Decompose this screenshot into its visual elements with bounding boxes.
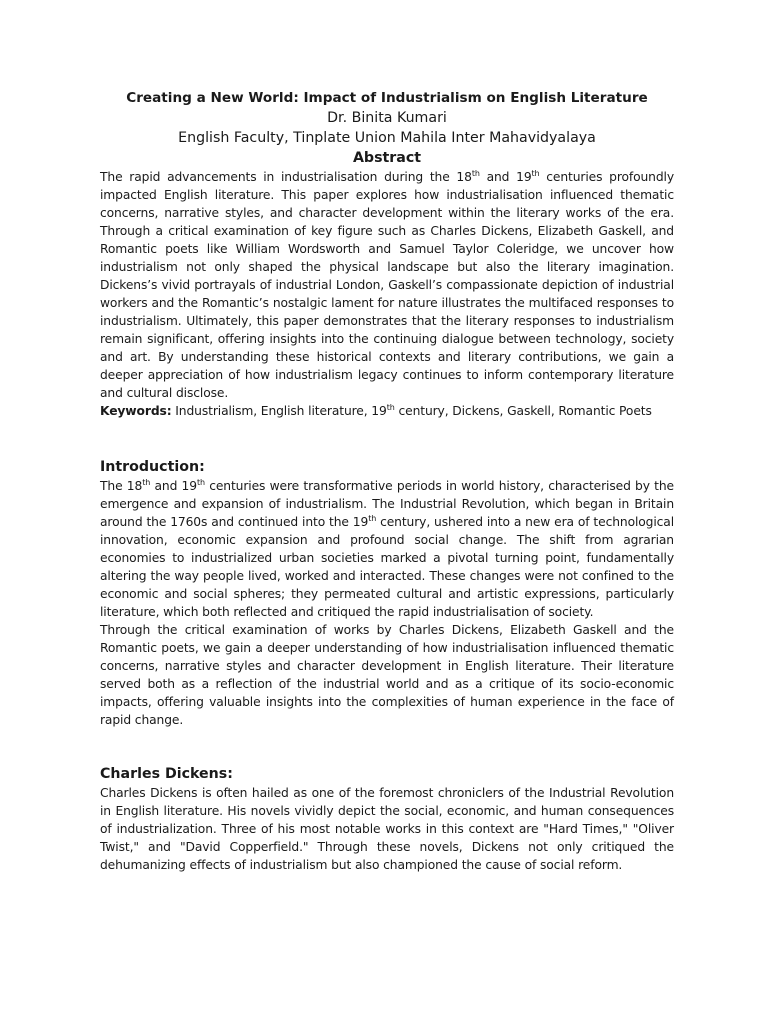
paper-title: Creating a New World: Impact of Industrialism on English Literature [126,90,648,106]
abstract-paragraph: The rapid advancements in industrialisation during the 18th and 19th centuries profoundly impacted English literature. This paper explores how industrialisation influenced thematic concerns, narrative styles, and character development within the literary works of the era. Through a critical examination of key figure such as Charles Dickens, Elizabeth Gaskell, and Romantic poets like William Wordsworth and Samuel Taylor Coleridge, we uncover how industrialism not only shaped the physical landscape but also the literary imagination. Dickens’s vivid portrayals of industrial London, Gaskell’s compassionate depiction of industrial workers and the Romantic’s nostalgic lament for nature illustrates the multifaced responses to industrialism. Ultimately, this paper demonstrates that the literary responses to industrialism remain significant, offering insights into the continuing dialogue between technology, society and art. By understanding these historical contexts and literary contributions, we gain a deeper appreciation of how industrialism legacy continues to inform contemporary literature and cultural disclose. [100,169,674,400]
abstract-heading: Abstract [352,150,422,166]
introduction-paragraph-1: The 18th and 19th centuries were transformative periods in world history, characterised by the emergence and expansion of industrialism. The Industrial Revolution, which began in Britain around the 1760s and continued into the 19th century, ushered into a new era of technological innovation, economic expansion and profound social change. The shift from agrarian economies to industrialized urban societies marked a pivotal turning point, fundamentally altering the way people lived, worked and interacted. These changes were not confined to the economic and social spheres; they permeated cultural and artistic expressions, particularly literature, which both reflected and critiqued the rapid industrialisation of society. [100,478,675,619]
author-name: Dr. Binita Kumari [327,110,447,126]
introduction-paragraph-2: Through the critical examination of works by Charles Dickens, Elizabeth Gaskell and the Romantic poets, we gain a deeper understanding of how industrialisation influenced thematic concerns, narrative styles and character development in English literature. Their literature served both as a reflection of the industrial world and as a critique of its socio-economic impacts, offering valuable insights into the complexities of human experience in the face of rapid change. [100,623,674,727]
spacer [100,420,674,457]
spacer [100,729,674,764]
keywords-line: Keywords: Industrialism, English literature, 19th century, Dickens, Gaskell, Romantic Poets [100,403,652,418]
introduction-heading: Introduction: [100,459,205,475]
keywords-label: Keywords: [100,404,172,418]
dickens-paragraph-1: Charles Dickens is often hailed as one of the foremost chroniclers of the Industrial Revolution in English literature. His novels vividly depict the social, economic, and human consequences of industrialization. Three of his most notable works in this context are "Hard Times," "Oliver Twist," and "David Copperfield." Through these novels, Dickens not only critiqued the dehumanizing effects of industrialism but also championed the cause of social reform. [100,786,674,872]
dickens-heading: Charles Dickens: [100,766,233,782]
document-page [100,88,674,874]
author-affiliation: English Faculty, Tinplate Union Mahila Inter Mahavidyalaya [178,130,596,146]
paper-header [100,88,674,168]
